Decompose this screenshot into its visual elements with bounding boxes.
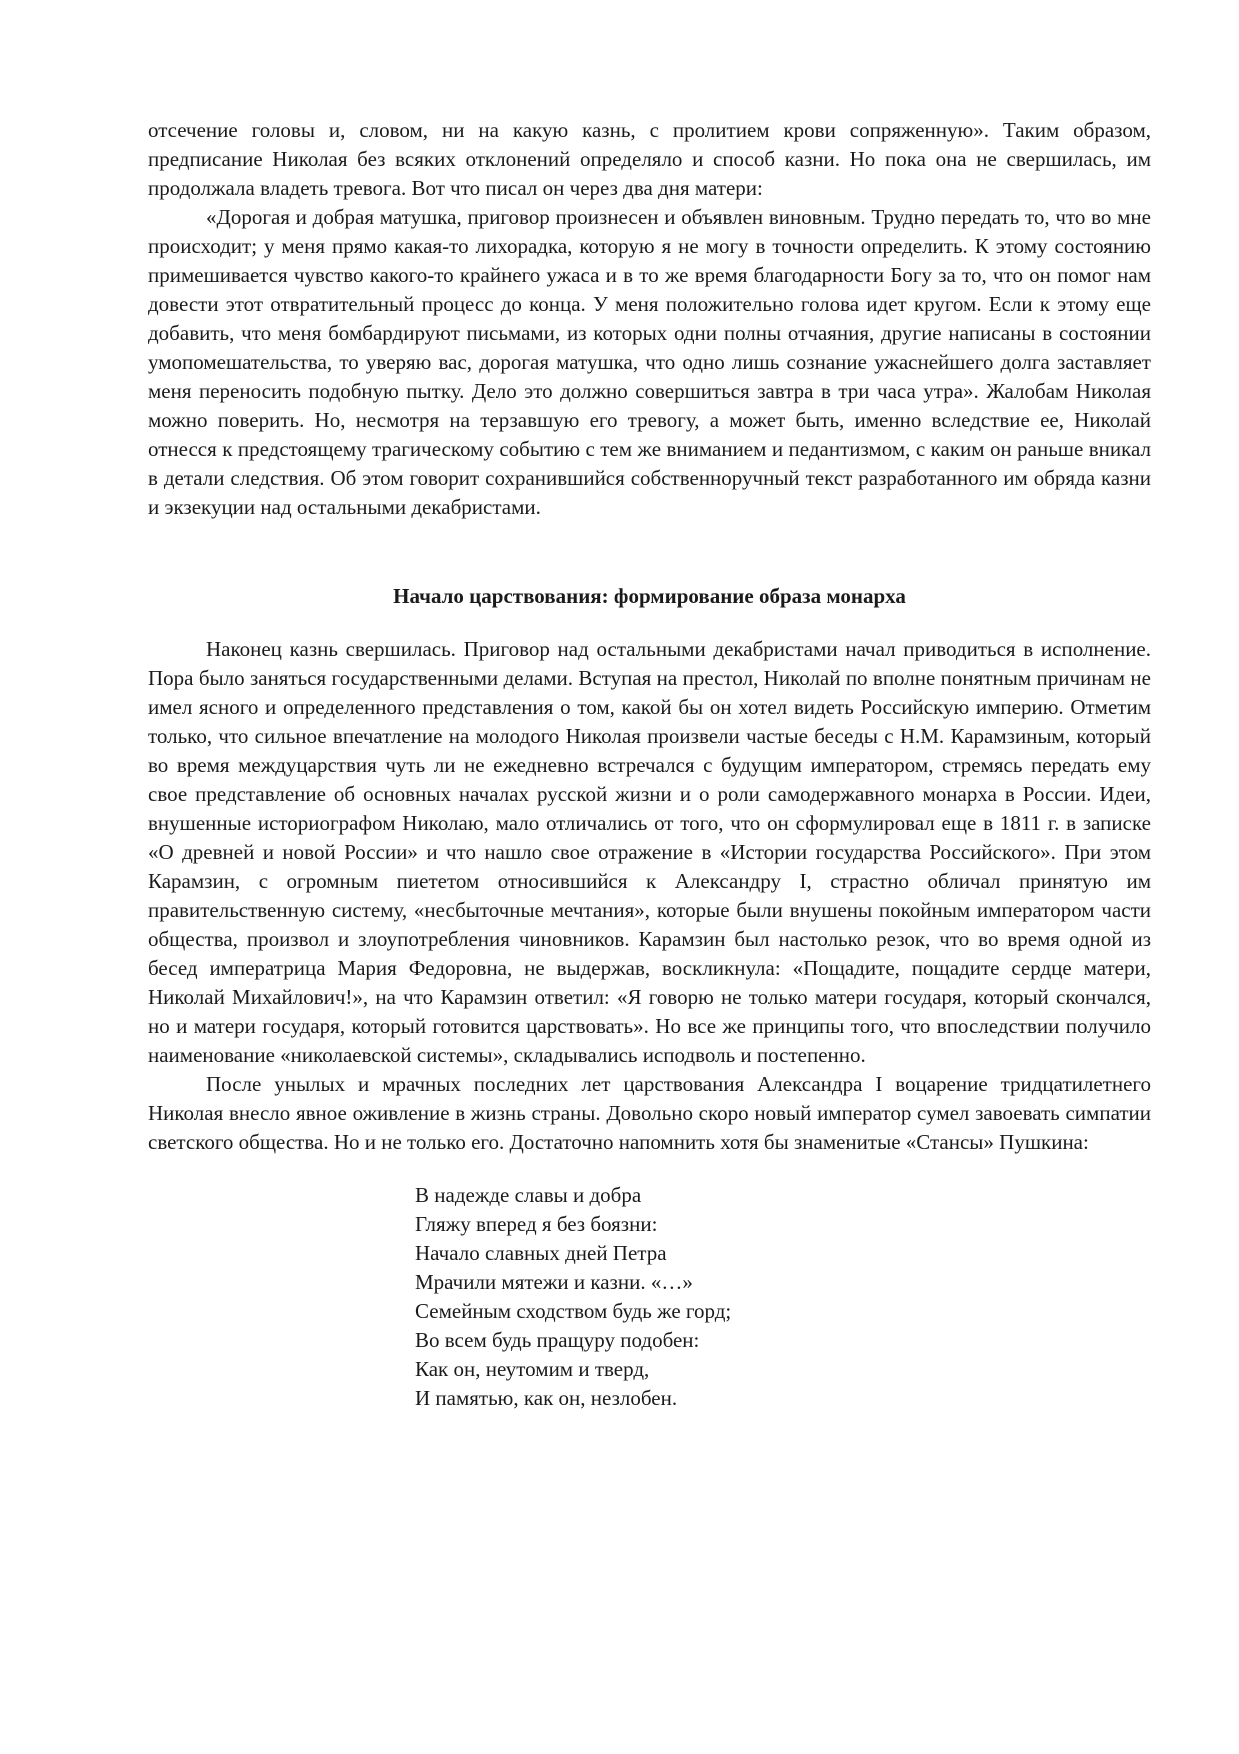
document-page — [148, 116, 1151, 1413]
paragraph-execution-method: отсечение головы и, словом, ни на какую казнь, с пролитием крови сопряженную». Таким образом, предписание Николая без всяких отклонений определяло и способ казни. Но пока она не свершилась, им продолжала владеть тревога. Вот что писал он через два дня матери: — [148, 118, 1151, 200]
poem-line: Во всем будь пращуру подобен: — [415, 1328, 700, 1352]
paragraph-accession: После унылых и мрачных последних лет царствования Александра I воцарение тридцатилетнего Николая внесло явное оживление в жизнь страны. Довольно скоро новый император сумел завоевать симпатии светского общества. Но и не только его. Достаточно напомнить хотя бы знаменитые «Стансы» Пушкина: — [148, 1072, 1151, 1154]
section-spacer — [148, 611, 1151, 635]
paragraph-letter-to-mother: «Дорогая и добрая матушка, приговор произнесен и объявлен виновным. Трудно передать то, что во мне происходит; у меня прямо какая-то лихорадка, которую я не могу в точности определить. К этому состоянию примешивается чувство какого-то крайнего ужаса и в то же время благодарности Богу за то, что он помог нам довести этот отвратительный процесс до конца. У меня положительно голова идет кругом. Если к этому еще добавить, что меня бомбардируют письмами, из которых одни полны отчаяния, другие написаны в состоянии умопомешательства, то уверяю вас, дорогая матушка, что одно лишь сознание ужаснейшего долга заставляет меня переносить подобную пытку. Дело это должно совершиться завтра в три часа утра». Жалобам Николая можно поверить. Но, несмотря на терзавшую его тревогу, а может быть, именно вследствие ее, Николай отнесся к предстоящему трагическому событию с тем же вниманием и педантизмом, с каким он раньше вникал в детали следствия. Об этом говорит сохранившийся собственноручный текст разработанного им обряда казни и экзекуции над остальными декабристами. — [148, 205, 1151, 519]
paragraph-karamzin: Наконец казнь свершилась. Приговор над остальными декабристами начал приводиться в исполнение. Пора было заняться государственными делами. Вступая на престол, Николай по вполне понятным причинам не имел ясного и определенного представления о том, какой бы он хотел видеть Российскую империю. Отметим только, что сильное впечатление на молодого Николая произвели частые беседы с Н.М. Карамзиным, который во время междуцарствия чуть ли не ежедневно встречался с будущим императором, стремясь передать ему свое представление об основных началах русской жизни и о роли самодержавного монарха в России. Идеи, внушенные историографом Николаю, мало отличались от того, что он сформулировал еще в 1811 г. в записке «О древней и новой России» и что нашло свое отражение в «Истории государства Российского». При этом Карамзин, с огромным пиететом относившийся к Александру I, страстно обличал принятую им правительственную систему, «несбыточные мечтания», которые были внушены покойным императором части общества, произвол и злоупотребления чиновников. Карамзин был настолько резок, что во время одной из бесед императрица Мария Федоровна, не выдержав, воскликнула: «Пощадите, пощадите сердце матери, Николай Михайлович!», на что Карамзин ответил: «Я говорю не только матери государя, который скончался, но и матери государя, который готовится царствовать». Но все же принципы того, что впоследствии получило наименование «николаевской системы», складывались исподволь и постепенно. — [148, 637, 1151, 1067]
section-heading: Начало царствования: формирование образа монарха — [393, 584, 906, 608]
poem-line: Мрачили мятежи и казни. «…» — [415, 1270, 693, 1294]
poem-line: Начало славных дней Петра — [415, 1241, 667, 1265]
section-spacer — [148, 522, 1151, 582]
poem-line: И памятью, как он, незлобен. — [415, 1386, 678, 1410]
poem-line: В надежде славы и добра — [415, 1183, 642, 1207]
poem-spacer — [148, 1157, 1151, 1181]
poem-stanzas — [148, 1181, 1151, 1413]
poem-line: Гляжу вперед я без боязни: — [415, 1212, 658, 1236]
poem-line: Как он, неутомим и тверд, — [415, 1357, 650, 1381]
poem-line: Семейным сходством будь же горд; — [415, 1299, 732, 1323]
